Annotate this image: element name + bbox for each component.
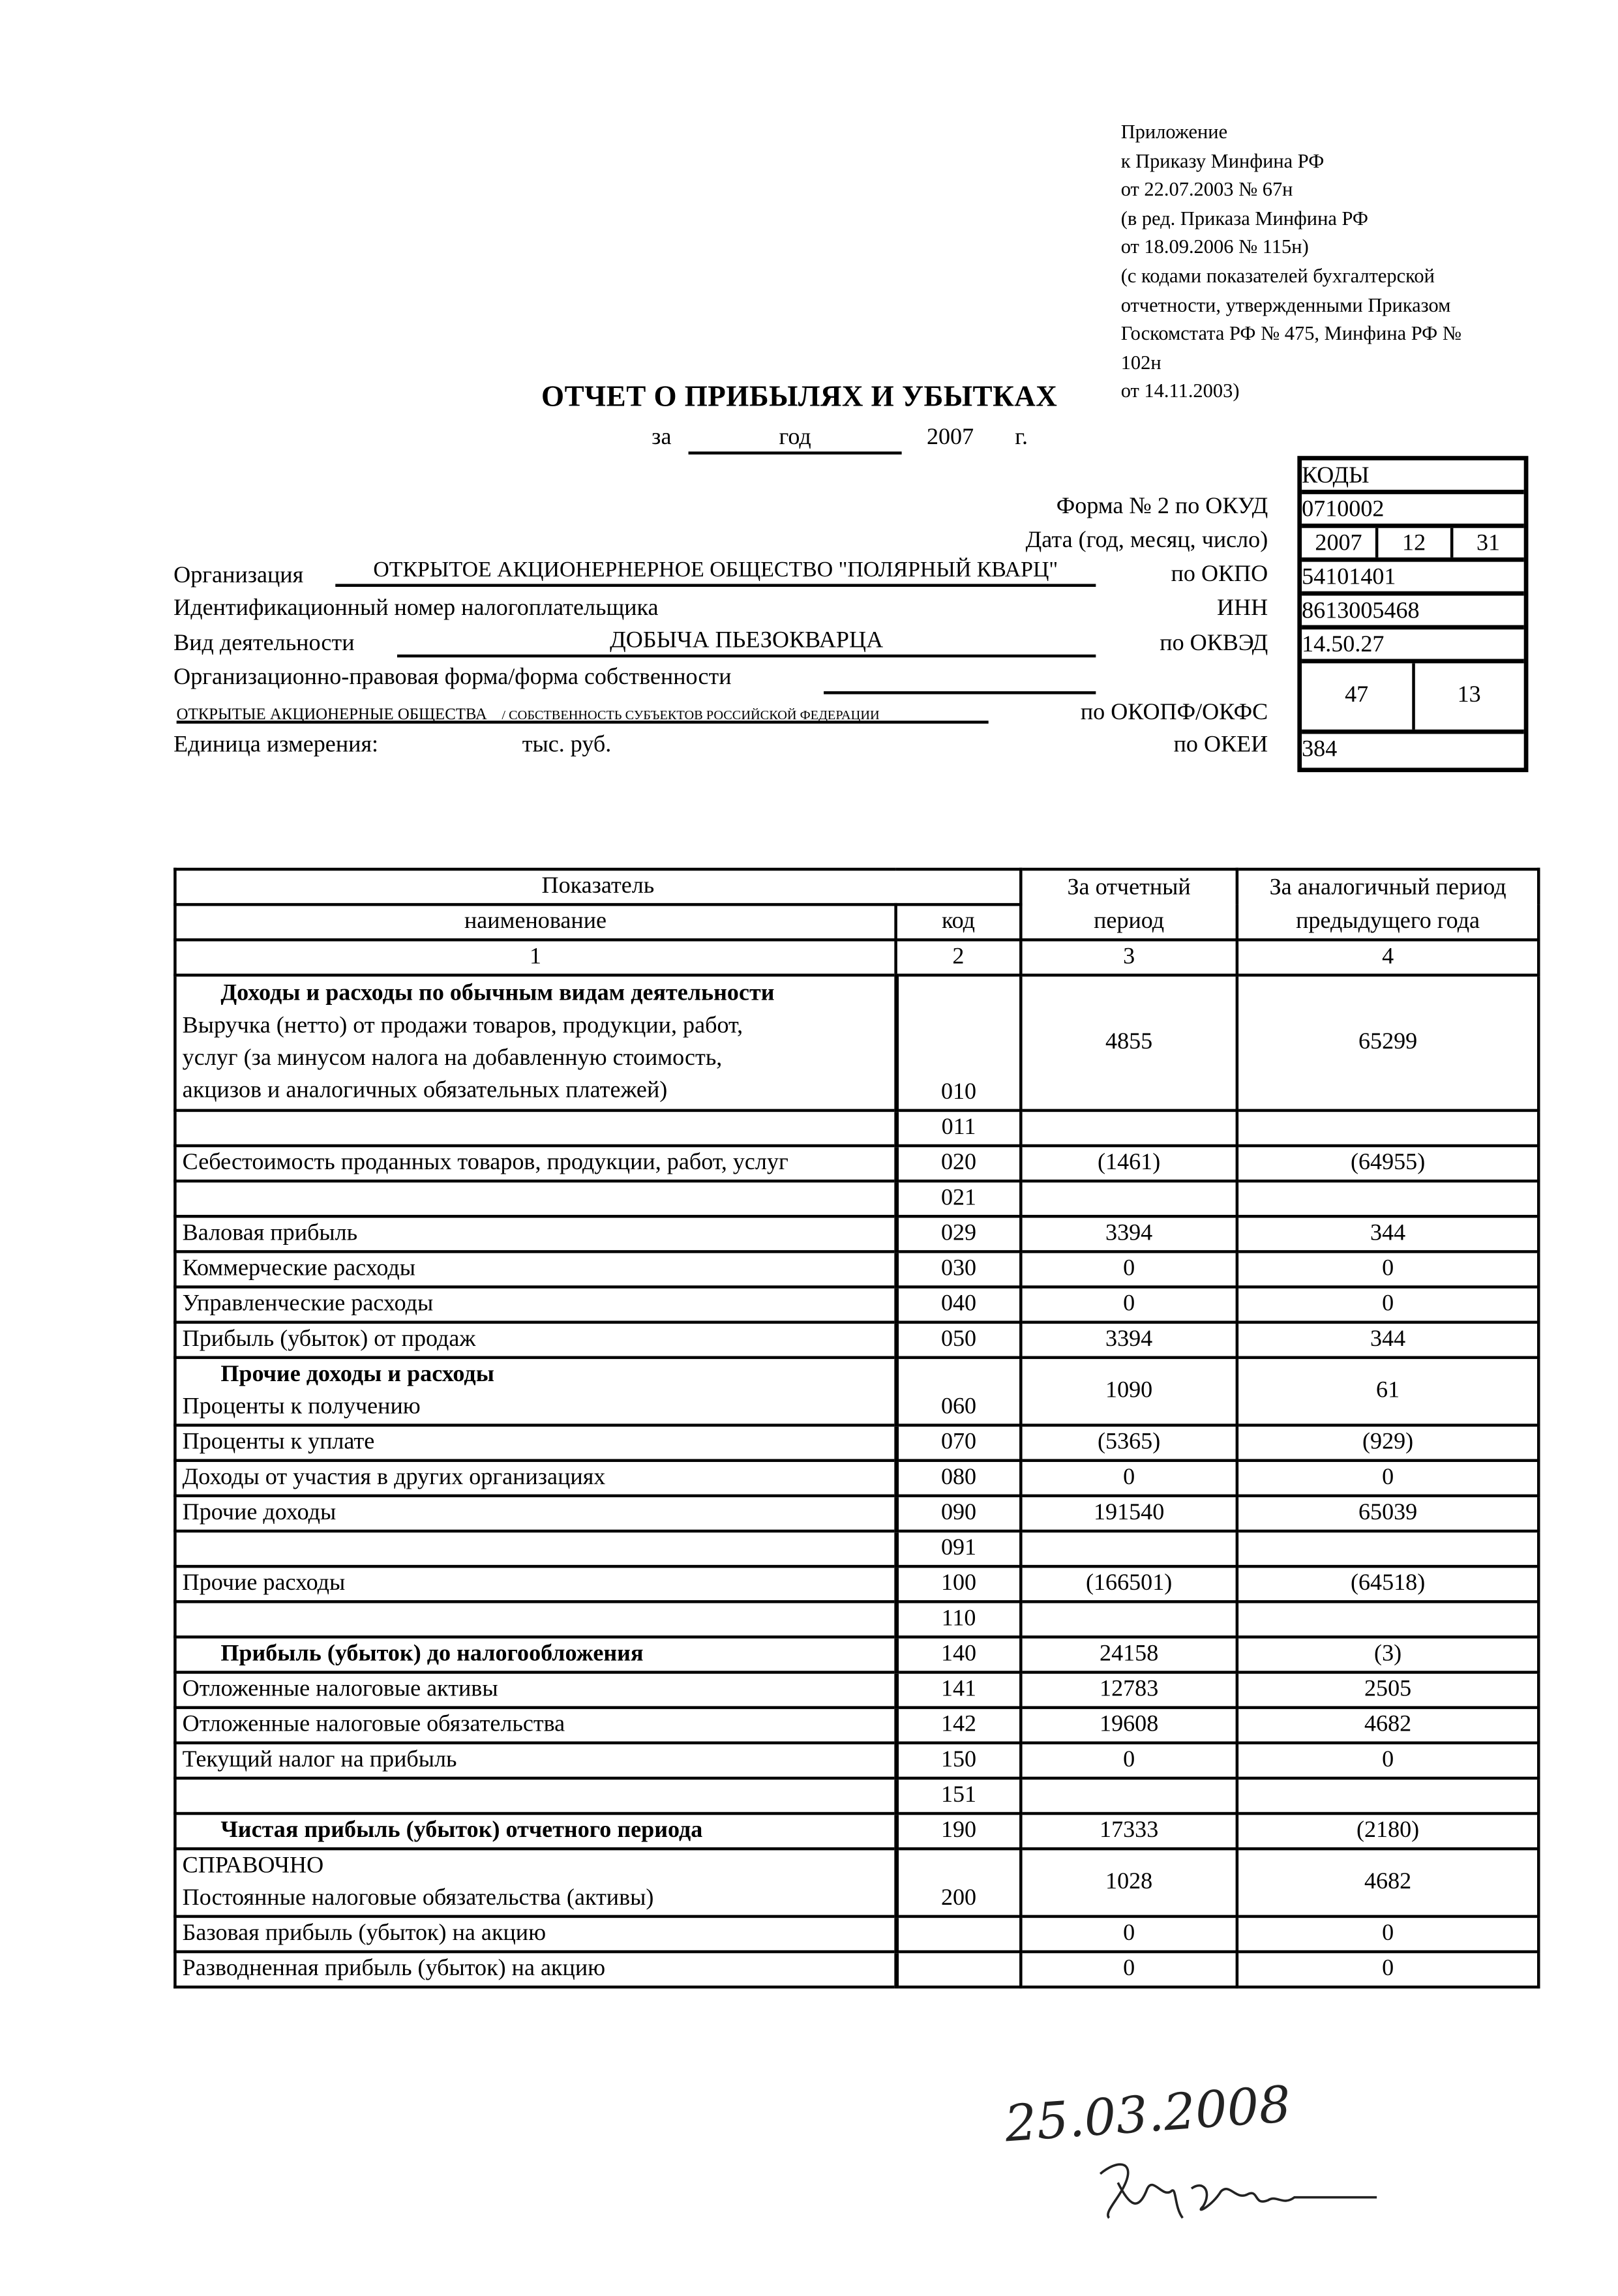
- header-name: наименование: [175, 904, 895, 940]
- row-previous-value: 0: [1237, 1287, 1538, 1322]
- row-name: [175, 1952, 895, 1987]
- row-previous-value: 0: [1237, 1916, 1538, 1952]
- row-name: [175, 1531, 895, 1566]
- table-row: [175, 1181, 1538, 1216]
- table-row: [175, 1708, 1538, 1743]
- inn-label: ИНН: [1217, 595, 1268, 621]
- organization-name: ОТКРЫТОЕ АКЦИОНЕРНЕРНОЕ ОБЩЕСТВО "ПОЛЯРНЫЙ КВАРЦ": [335, 559, 1096, 587]
- table-row: [175, 1322, 1538, 1358]
- row-code: 050: [896, 1322, 1021, 1358]
- okpo-label: по ОКПО: [1171, 561, 1268, 587]
- row-name: [175, 1778, 895, 1813]
- row-name: [175, 1849, 895, 1916]
- row-code: 150: [896, 1743, 1021, 1778]
- row-name: [175, 1216, 895, 1251]
- date-year: 2007: [1315, 531, 1362, 556]
- period-prefix: за: [652, 425, 672, 451]
- row-code: 080: [896, 1461, 1021, 1496]
- row-name: [175, 1358, 895, 1425]
- column-number-3: 3: [1021, 940, 1237, 975]
- row-current-value: 19608: [1021, 1708, 1237, 1743]
- row-name: [175, 1322, 895, 1358]
- okopf-okfs-codes: [1302, 663, 1524, 734]
- signature: [1088, 2147, 1383, 2235]
- row-name: [175, 1251, 895, 1287]
- appendix-line: (в ред. Приказа Минфина РФ: [1120, 207, 1369, 230]
- row-code: [896, 1916, 1021, 1952]
- legal-form-values: [177, 700, 989, 724]
- table-row: [175, 1743, 1538, 1778]
- row-code: 030: [896, 1251, 1021, 1287]
- date-codes: [1302, 528, 1524, 562]
- section-heading: Прочие доходы и расходы: [220, 1362, 494, 1387]
- row-name-line: Себестоимость проданных товаров, продукции, работ, услуг: [182, 1150, 788, 1176]
- header-current-line2: период: [1094, 908, 1165, 934]
- activity-label: Вид деятельности: [173, 631, 355, 656]
- table-row: [175, 1916, 1538, 1952]
- appendix-line: от 22.07.2003 № 67н: [1120, 178, 1293, 201]
- row-name: [175, 1637, 895, 1672]
- row-name: [175, 1708, 895, 1743]
- row-previous-value: [1237, 1531, 1538, 1566]
- appendix-line: от 18.09.2006 № 115н): [1120, 235, 1309, 258]
- row-name: [175, 1287, 895, 1322]
- row-name-line: Базовая прибыль (убыток) на акцию: [182, 1920, 547, 1946]
- row-previous-value: 344: [1237, 1322, 1538, 1358]
- row-name-line: Отложенные налоговые обязательства: [182, 1712, 565, 1737]
- period-suffix: г.: [1015, 425, 1028, 451]
- table-row: [175, 1813, 1538, 1849]
- legal-form-value: ОТКРЫТЫЕ АКЦИОНЕРНЫЕ ОБЩЕСТВА: [176, 706, 487, 724]
- row-previous-value: 65299: [1237, 975, 1538, 1111]
- row-code: 070: [896, 1425, 1021, 1461]
- column-number-2: 2: [896, 940, 1021, 975]
- table-row: [175, 1952, 1538, 1987]
- appendix-line: Приложение: [1120, 120, 1228, 143]
- row-name: [175, 1566, 895, 1602]
- column-number-4: 4: [1237, 940, 1538, 975]
- table-row: [175, 1146, 1538, 1181]
- okfs-code: 13: [1411, 663, 1524, 729]
- row-code: 140: [896, 1637, 1021, 1672]
- okved-label: по ОКВЭД: [1160, 631, 1268, 656]
- row-name-line: Доходы от участия в других организациях: [182, 1465, 606, 1490]
- date-day: 31: [1450, 528, 1524, 558]
- appendix-line: от 14.11.2003): [1120, 380, 1240, 402]
- row-code: [896, 1952, 1021, 1987]
- row-name-line: [183, 1532, 888, 1565]
- inn-description: Идентификационный номер налогоплательщика: [173, 595, 659, 621]
- row-current-value: 191540: [1021, 1496, 1237, 1531]
- row-previous-value: [1237, 1778, 1538, 1813]
- legal-form-underline: [824, 691, 1096, 694]
- table-row: [175, 1216, 1538, 1251]
- row-name-line: Коммерческие расходы: [182, 1256, 416, 1281]
- row-code: 060: [896, 1358, 1021, 1425]
- table-row: [175, 1566, 1538, 1602]
- row-name-line: [183, 1780, 888, 1812]
- row-current-value: 0: [1021, 1251, 1237, 1287]
- row-code: 141: [896, 1673, 1021, 1708]
- row-name-line: Прибыль (убыток) от продаж: [182, 1326, 476, 1352]
- row-code: 151: [896, 1778, 1021, 1813]
- row-previous-value: [1237, 1602, 1538, 1637]
- income-statement-table: [173, 868, 1540, 1989]
- row-name-line: Постоянные налоговые обязательства (активы): [182, 1885, 654, 1911]
- header-indicator: Показатель: [175, 869, 1021, 904]
- appendix-line: отчетности, утвержденными Приказом: [1120, 293, 1451, 316]
- row-current-value: 4855: [1021, 975, 1237, 1111]
- row-current-value: 1090: [1021, 1358, 1237, 1425]
- table-row: [175, 1673, 1538, 1708]
- table-row: [175, 1778, 1538, 1813]
- row-code: 090: [896, 1496, 1021, 1531]
- table-row: [175, 1849, 1538, 1916]
- okpo-code: 54101401: [1302, 562, 1524, 596]
- row-current-value: 24158: [1021, 1637, 1237, 1672]
- row-previous-value: 344: [1237, 1216, 1538, 1251]
- row-code: 200: [896, 1849, 1021, 1916]
- document-title: ОТЧЕТ О ПРИБЫЛЯХ И УБЫТКАХ: [541, 381, 1058, 413]
- okud-code: 0710002: [1302, 494, 1524, 528]
- header-current-line1: За отчетный: [1067, 875, 1191, 901]
- row-previous-value: 0: [1237, 1251, 1538, 1287]
- form-okud-label: Форма № 2 по ОКУД: [1056, 494, 1268, 520]
- row-code: 040: [896, 1287, 1021, 1322]
- row-current-value: 0: [1021, 1916, 1237, 1952]
- table-row: [175, 1531, 1538, 1566]
- row-name-line: Прибыль (убыток) до налогообложения: [220, 1641, 644, 1667]
- appendix-note: [1121, 117, 1461, 406]
- row-code: 142: [896, 1708, 1021, 1743]
- row-current-value: (166501): [1021, 1566, 1237, 1602]
- okopf-label: по ОКОПФ/ОКФС: [1080, 700, 1268, 725]
- row-previous-value: (64518): [1237, 1566, 1538, 1602]
- row-previous-value: (64955): [1237, 1146, 1538, 1181]
- row-current-value: [1021, 1602, 1237, 1637]
- header-code: код: [896, 904, 1021, 940]
- row-current-value: 3394: [1021, 1322, 1237, 1358]
- row-previous-value: 65039: [1237, 1496, 1538, 1531]
- row-current-value: [1021, 1531, 1237, 1566]
- header-previous-line1: За аналогичный период: [1269, 875, 1506, 901]
- inn-code: 8613005468: [1302, 595, 1524, 629]
- row-current-value: 0: [1021, 1952, 1237, 1987]
- row-name-line: Чистая прибыль (убыток) отчетного периода: [220, 1817, 703, 1843]
- row-name-line: Отложенные налоговые активы: [182, 1677, 498, 1702]
- appendix-line: 102н: [1120, 351, 1161, 374]
- row-code: 100: [896, 1566, 1021, 1602]
- row-previous-value: 61: [1237, 1358, 1538, 1425]
- row-previous-value: (2180): [1237, 1813, 1538, 1849]
- row-name-line: Управленческие расходы: [182, 1291, 434, 1317]
- row-name-line: Разводненная прибыль (убыток) на акцию: [182, 1956, 606, 1982]
- row-previous-value: 2505: [1237, 1673, 1538, 1708]
- header-previous-line2: предыдущего года: [1296, 908, 1480, 934]
- period-type: год: [689, 425, 902, 455]
- table-row: [175, 1425, 1538, 1461]
- unit-value: тыс. руб.: [522, 732, 612, 758]
- row-current-value: [1021, 1181, 1237, 1216]
- row-previous-value: 0: [1237, 1952, 1538, 1987]
- okei-code: 384: [1302, 737, 1338, 762]
- table-row: [175, 1496, 1538, 1531]
- row-name-line: Проценты к получению: [182, 1394, 421, 1420]
- codes-box: [1297, 456, 1528, 772]
- row-name: [175, 1916, 895, 1952]
- appendix-line: Госкомстата РФ № 475, Минфина РФ №: [1120, 322, 1461, 345]
- organization-label: Организация: [173, 563, 304, 589]
- row-previous-value: [1237, 1181, 1538, 1216]
- table-row: [175, 1251, 1538, 1287]
- row-name: [175, 1743, 895, 1778]
- row-previous-value: (3): [1237, 1637, 1538, 1672]
- row-current-value: (5365): [1021, 1425, 1237, 1461]
- row-code: 020: [896, 1146, 1021, 1181]
- row-previous-value: 0: [1237, 1743, 1538, 1778]
- legal-form-label: Организационно-правовая форма/форма собственности: [173, 664, 732, 690]
- table-row: [175, 1461, 1538, 1496]
- row-previous-value: 0: [1237, 1461, 1538, 1496]
- row-name: [175, 1673, 895, 1708]
- table-row: [175, 1602, 1538, 1637]
- row-previous-value: 4682: [1237, 1708, 1538, 1743]
- date-label: Дата (год, месяц, число): [1025, 528, 1268, 554]
- row-previous-value: (929): [1237, 1425, 1538, 1461]
- row-name-line: СПРАВОЧНО: [182, 1853, 324, 1879]
- table-row: [175, 1637, 1538, 1672]
- row-name: [175, 1146, 895, 1181]
- row-name: [175, 1111, 895, 1146]
- row-name-line: Валовая прибыль: [182, 1221, 358, 1246]
- okopf-code: 47: [1345, 682, 1369, 708]
- row-name-line: [183, 1112, 888, 1144]
- table-row: [175, 1358, 1538, 1425]
- row-code: 190: [896, 1813, 1021, 1849]
- row-previous-value: 4682: [1237, 1849, 1538, 1916]
- table-body: [175, 975, 1538, 1987]
- row-name: [175, 1813, 895, 1849]
- row-current-value: [1021, 1111, 1237, 1146]
- row-name: [175, 1461, 895, 1496]
- row-current-value: 17333: [1021, 1813, 1237, 1849]
- row-code: 029: [896, 1216, 1021, 1251]
- column-number-1: 1: [175, 940, 895, 975]
- appendix-line: к Приказу Минфина РФ: [1120, 149, 1325, 171]
- row-name: [175, 975, 895, 1111]
- row-name-line: акцизов и аналогичных обязательных платежей): [182, 1078, 668, 1103]
- row-name: [175, 1425, 895, 1461]
- row-name-line: Прочие доходы: [182, 1500, 337, 1525]
- ownership-value: / СОБСТВЕННОСТЬ СУБЪЕКТОВ РОССИЙСКОЙ ФЕДЕРАЦИИ: [502, 707, 880, 723]
- header-current-period: [1021, 869, 1237, 940]
- row-name-line: Выручка (нетто) от продажи товаров, продукции, работ,: [182, 1013, 743, 1039]
- table-row: [175, 1287, 1538, 1322]
- row-name-line: [183, 1603, 888, 1635]
- table-row: [175, 975, 1538, 1111]
- period-year: 2007: [926, 425, 974, 451]
- row-current-value: 3394: [1021, 1216, 1237, 1251]
- unit-label: Единица измерения:: [173, 732, 379, 758]
- section-heading: Доходы и расходы по обычным видам деятельности: [220, 981, 775, 1006]
- row-name-line: Текущий налог на прибыль: [182, 1747, 457, 1772]
- appendix-line: (с кодами показателей бухгалтерской: [1120, 264, 1435, 287]
- row-current-value: 0: [1021, 1461, 1237, 1496]
- okved-code: 14.50.27: [1302, 629, 1524, 663]
- header-previous-period: [1237, 869, 1538, 940]
- codes-header: КОДЫ: [1302, 460, 1524, 494]
- row-current-value: 1028: [1021, 1849, 1237, 1916]
- row-name-line: Проценты к уплате: [182, 1429, 375, 1455]
- row-code: 010: [896, 975, 1021, 1111]
- row-previous-value: [1237, 1111, 1538, 1146]
- row-name: [175, 1181, 895, 1216]
- activity-value: ДОБЫЧА ПЬЕЗОКВАРЦА: [397, 628, 1096, 657]
- row-name-line: [183, 1182, 888, 1215]
- row-current-value: 0: [1021, 1743, 1237, 1778]
- row-current-value: [1021, 1778, 1237, 1813]
- handwritten-date: 25.03.2008: [1002, 2076, 1293, 2154]
- row-name: [175, 1496, 895, 1531]
- okei-label: по ОКЕИ: [1173, 732, 1268, 758]
- row-name-line: Прочие расходы: [182, 1570, 346, 1596]
- row-code: 110: [896, 1602, 1021, 1637]
- date-month: 12: [1375, 528, 1450, 558]
- row-code: 091: [896, 1531, 1021, 1566]
- table-row: [175, 1111, 1538, 1146]
- row-code: 011: [896, 1111, 1021, 1146]
- row-current-value: 0: [1021, 1287, 1237, 1322]
- row-name: [175, 1602, 895, 1637]
- row-current-value: 12783: [1021, 1673, 1237, 1708]
- row-code: 021: [896, 1181, 1021, 1216]
- row-name-line: услуг (за минусом налога на добавленную стоимость,: [182, 1045, 723, 1071]
- row-current-value: (1461): [1021, 1146, 1237, 1181]
